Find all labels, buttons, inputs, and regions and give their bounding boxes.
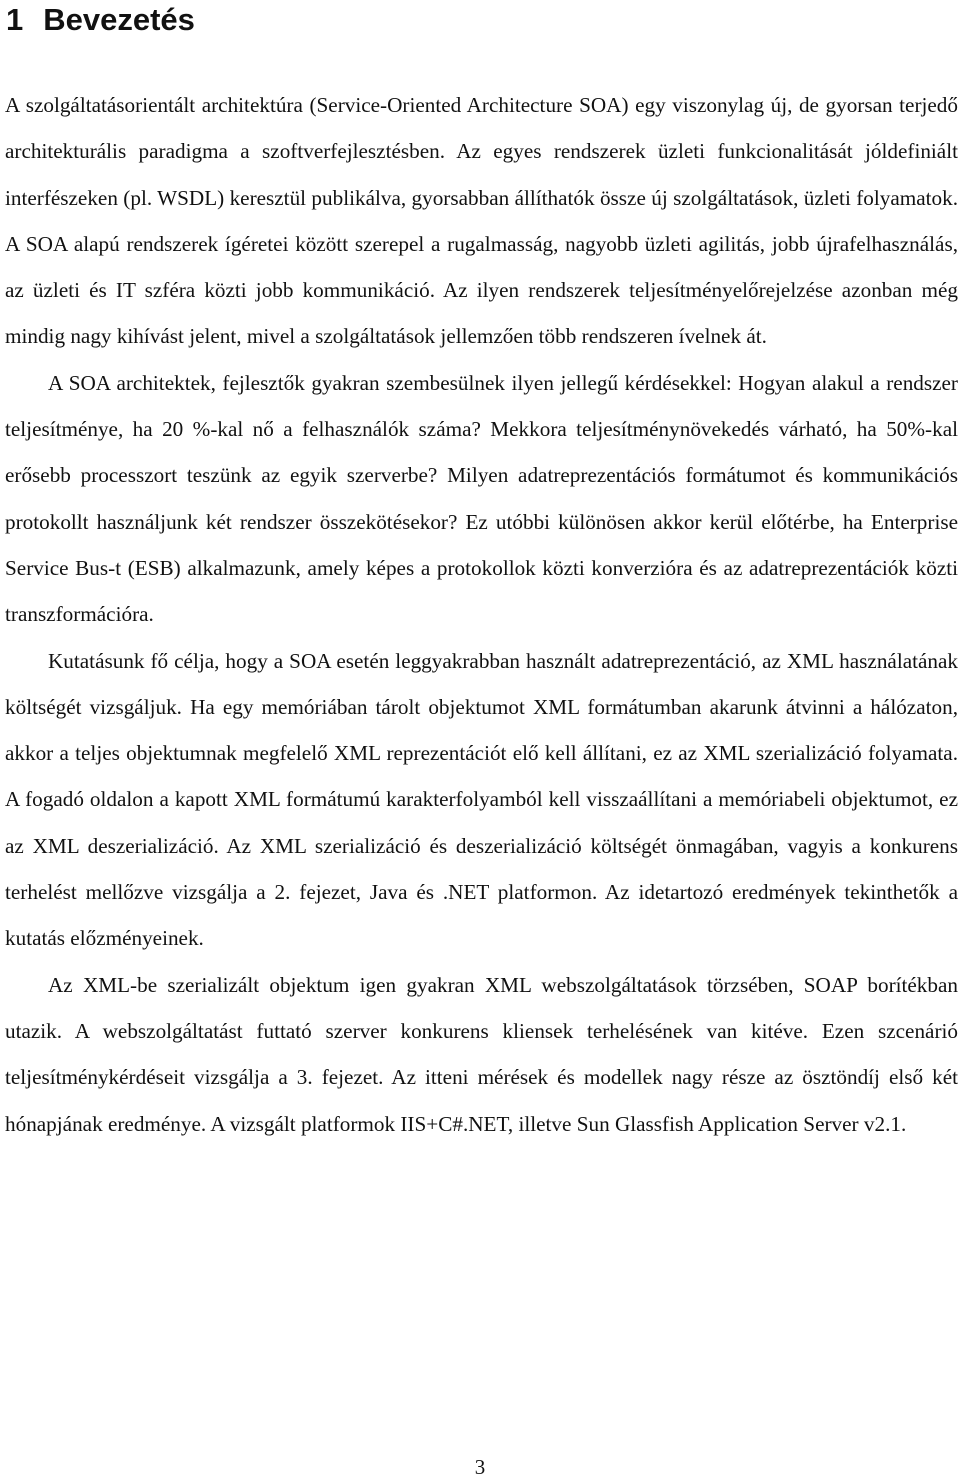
page-number: 3 bbox=[474, 1455, 486, 1479]
paragraph-research-goal: Kutatásunk fő célja, hogy a SOA esetén leggyakrabban használt adatreprezentáció, az XML használatának költségét vizsgáljuk. Ha egy memóriában tárolt objektumot XML formátumban akarunk átvinni a hálózaton, akkor a teljes objektumnak megfelelő XML reprezentációt elő kell állítani, ez az XML szerializáció folyamata. A fogadó oldalon a kapott XML formátumú karakterfolyamból kell visszaállítani a memóriabeli objektumot, ez az XML deszerializáció. Az XML szerializáció és deszerializáció költségét önmagában, vagyis a konkurens terhelést mellőzve vizsgálja a 2. fejezet, Java és .NET platformon. Az idetartozó eredmények tekinthetők a kutatás előzményeinek. bbox=[5, 648, 958, 951]
paragraph-webservices: Az XML-be szerializált objektum igen gyakran XML webszolgáltatások törzsében, SOAP borítékban utazik. A webszolgáltatást futtató szerver konkurens kliensek terhelésének van kitéve. Ezen szcenárió teljesítménykérdéseit vizsgálja a 3. fejezet. Az itteni mérések és modellek nagy része az ösztöndíj első két hónapjának eredménye. A vizsgált platformok IIS+C#.NET, illetve Sun Glassfish Application Server v2.1. bbox=[5, 972, 958, 1136]
section-title: Bevezetés bbox=[43, 2, 195, 37]
section-heading bbox=[6, 2, 195, 38]
section-number: 1 bbox=[6, 2, 24, 37]
paragraph-intro: A szolgáltatásorientált architektúra (Service-Oriented Architecture SOA) egy viszonylag új, de gyorsan terjedő architekturális paradigma a szoftverfejlesztésben. Az egyes rendszerek üzleti funkcionalitását jóldefiniált interfészeken (pl. WSDL) keresztül publikálva, gyorsabban állíthatók össze új szolgáltatások, üzleti folyamatok. A SOA alapú rendszerek ígéretei között szerepel a rugalmasság, nagyobb üzleti agilitás, jobb újrafelhasználás, az üzleti és IT szféra közti jobb kommunikáció. Az ilyen rendszerek teljesítményelőrejelzése azonban még mindig nagy kihívást jelent, mivel a szolgáltatások jellemzően több rendszeren ívelnek át. bbox=[5, 93, 958, 349]
paragraph-questions: A SOA architektek, fejlesztők gyakran szembesülnek ilyen jellegű kérdésekkel: Hogyan alakul a rendszer teljesítménye, ha 20 %-kal nő a felhasználók száma? Mekkora teljesítménynövekedés várható, ha 50%-kal erősebb processzort teszünk az egyik szerverbe? Milyen adatreprezentációs formátumot és kommunikációs protokollt használjunk két rendszer összekötésekor? Ez utóbbi különösen akkor kerül előtérbe, ha Enterprise Service Bus-t (ESB) alkalmazunk, amely képes a protokollok közti konverzióra és az adatreprezentációk közti transzformációra. bbox=[5, 370, 958, 627]
body-text bbox=[5, 82, 958, 1147]
